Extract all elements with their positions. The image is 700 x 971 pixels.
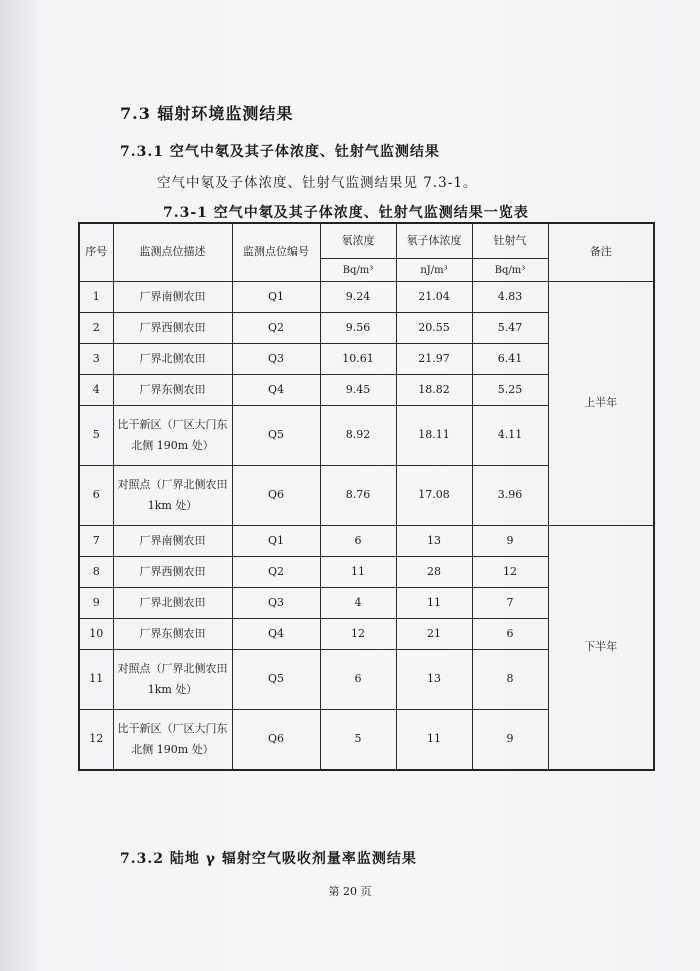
cell-radon: 11 [320,557,396,588]
cell-progeny: 18.11 [396,406,472,466]
cell-desc: 比干新区（厂区大门东北侧 190m 处） [113,710,232,771]
header-radon: 氡浓度 [320,223,396,259]
cell-thoron: 4.83 [472,282,548,313]
cell-code: Q5 [232,650,320,710]
table-caption: 7.3-1 空气中氡及其子体浓度、钍射气监测结果一览表 [163,205,529,221]
table-row [79,526,654,557]
cell-code: Q6 [232,466,320,526]
cell-thoron: 3.96 [472,466,548,526]
cell-progeny: 11 [396,588,472,619]
cell-code: Q1 [232,526,320,557]
cell-progeny: 21 [396,619,472,650]
cell-progeny: 21.04 [396,282,472,313]
cell-thoron: 9 [472,710,548,771]
cell-progeny: 17.08 [396,466,472,526]
cell-desc: 厂界东侧农田 [113,619,232,650]
next-subsection-title: 7.3.2 陆地 γ 辐射空气吸收剂量率监测结果 [120,851,417,867]
cell-desc: 厂界北侧农田 [113,344,232,375]
cell-desc: 厂界西侧农田 [113,313,232,344]
cell-code: Q6 [232,710,320,771]
header-seq: 序号 [79,223,113,282]
cell-desc: 厂界北侧农田 [113,588,232,619]
cell-thoron: 12 [472,557,548,588]
cell-seq: 9 [79,588,113,619]
cell-seq: 12 [79,710,113,771]
cell-thoron: 9 [472,526,548,557]
cell-thoron: 6.41 [472,344,548,375]
results-table [78,222,655,771]
cell-seq: 11 [79,650,113,710]
cell-seq: 2 [79,313,113,344]
cell-seq: 5 [79,406,113,466]
cell-progeny: 20.55 [396,313,472,344]
cell-radon: 9.24 [320,282,396,313]
cell-seq: 10 [79,619,113,650]
cell-desc: 厂界西侧农田 [113,557,232,588]
cell-seq: 1 [79,282,113,313]
cell-thoron: 7 [472,588,548,619]
cell-code: Q3 [232,344,320,375]
cell-seq: 7 [79,526,113,557]
cell-radon: 9.45 [320,375,396,406]
page-footer: 第 20 页 [328,885,372,898]
cell-radon: 8.76 [320,466,396,526]
unit-radon: Bq/m³ [320,259,396,282]
cell-thoron: 4.11 [472,406,548,466]
cell-radon: 9.56 [320,313,396,344]
cell-progeny: 13 [396,526,472,557]
cell-radon: 4 [320,588,396,619]
section-title: 7.3 辐射环境监测结果 [120,104,294,123]
cell-progeny: 11 [396,710,472,771]
cell-progeny: 18.82 [396,375,472,406]
cell-seq: 4 [79,375,113,406]
header-desc: 监测点位描述 [113,223,232,282]
cell-radon: 10.61 [320,344,396,375]
table-header-row [79,223,654,259]
cell-code: Q4 [232,375,320,406]
table-row [79,282,654,313]
cell-seq: 3 [79,344,113,375]
cell-seq: 6 [79,466,113,526]
cell-progeny: 28 [396,557,472,588]
cell-thoron: 8 [472,650,548,710]
header-radon-progeny: 氡子体浓度 [396,223,472,259]
cell-radon: 12 [320,619,396,650]
cell-code: Q5 [232,406,320,466]
cell-progeny: 13 [396,650,472,710]
cell-desc: 对照点（厂界北侧农田 1km 处） [113,466,232,526]
cell-thoron: 5.25 [472,375,548,406]
cell-desc: 比干新区（厂区大门东北侧 190m 处） [113,406,232,466]
cell-progeny: 21.97 [396,344,472,375]
cell-seq: 8 [79,557,113,588]
cell-thoron: 5.47 [472,313,548,344]
unit-radon-progeny: nJ/m³ [396,259,472,282]
cell-code: Q2 [232,557,320,588]
intro-paragraph: 空气中氡及子体浓度、钍射气监测结果见 7.3-1。 [157,175,478,191]
cell-code: Q3 [232,588,320,619]
header-thoron: 钍射气 [472,223,548,259]
header-remark: 备注 [548,223,654,282]
cell-radon: 8.92 [320,406,396,466]
cell-desc: 厂界南侧农田 [113,282,232,313]
unit-thoron: Bq/m³ [472,259,548,282]
cell-code: Q4 [232,619,320,650]
subsection-title: 7.3.1 空气中氡及其子体浓度、钍射气监测结果 [120,144,440,160]
remark-first-half: 上半年 [548,282,654,526]
cell-radon: 5 [320,710,396,771]
cell-desc: 厂界南侧农田 [113,526,232,557]
remark-second-half: 下半年 [548,526,654,771]
cell-radon: 6 [320,526,396,557]
header-code: 监测点位编号 [232,223,320,282]
cell-thoron: 6 [472,619,548,650]
cell-radon: 6 [320,650,396,710]
cell-desc: 对照点（厂界北侧农田 1km 处） [113,650,232,710]
cell-code: Q1 [232,282,320,313]
cell-desc: 厂界东侧农田 [113,375,232,406]
cell-code: Q2 [232,313,320,344]
